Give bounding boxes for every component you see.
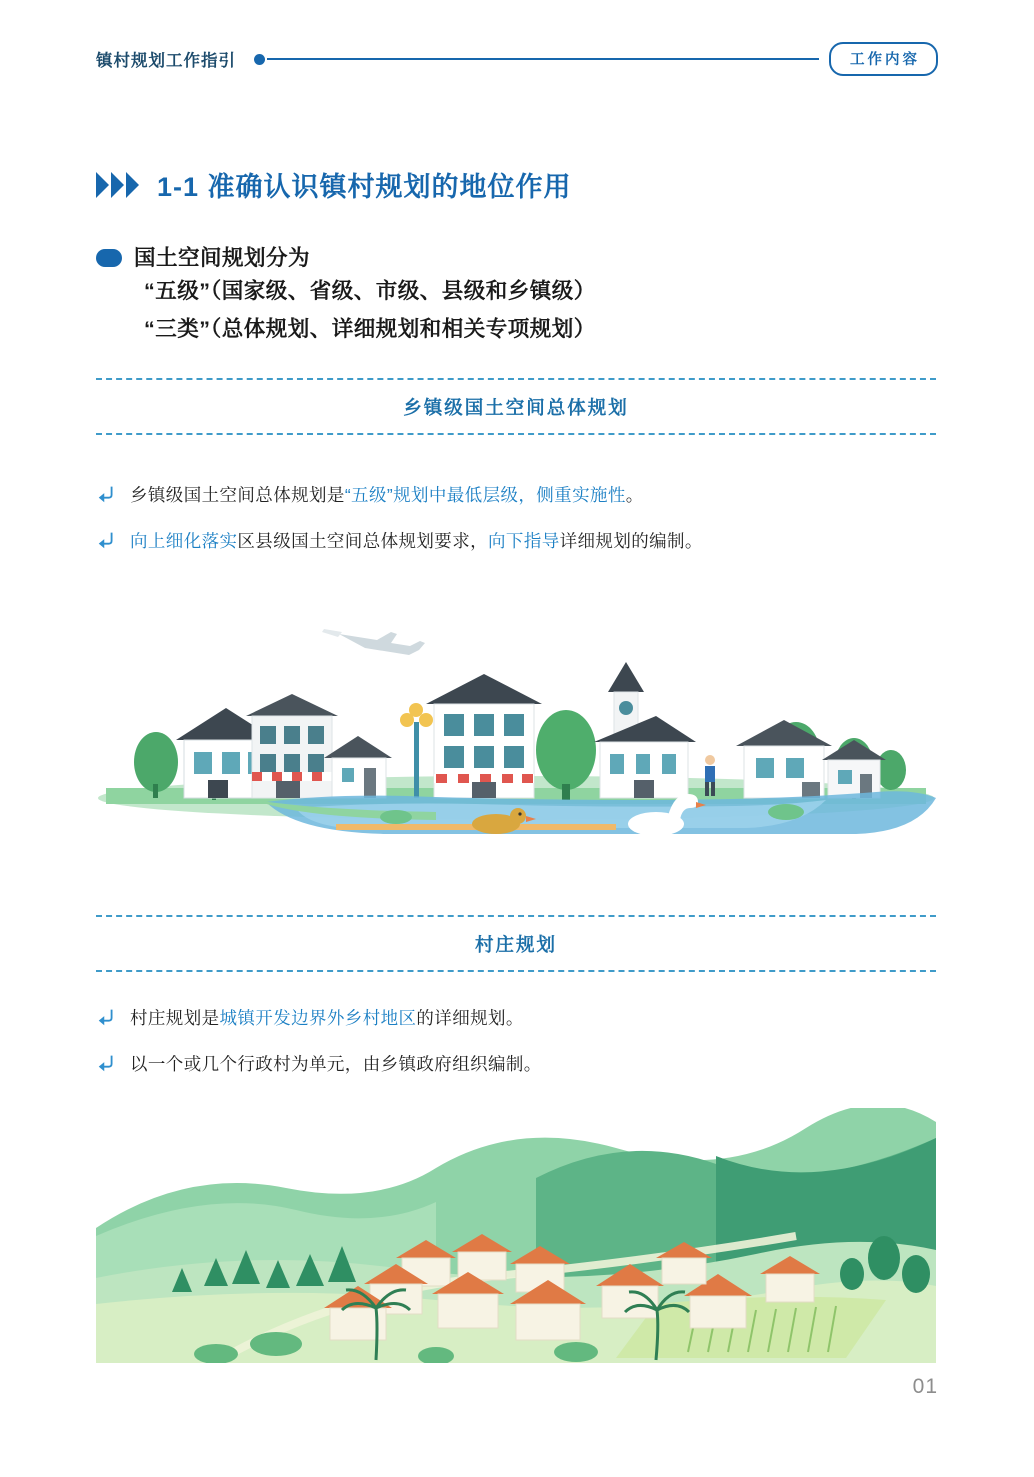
chevrons-icon [96, 172, 141, 198]
text-run: 以一个或几个行政村为单元，由乡镇政府组织编制。 [130, 1054, 542, 1075]
return-arrow-icon [96, 483, 120, 507]
oval-bullet-icon [96, 249, 122, 267]
text-run: 详细规划的编制。 [559, 531, 703, 552]
intro-block [96, 244, 936, 348]
page-header [96, 44, 938, 74]
block2-subheader [96, 915, 936, 972]
village-illustration [96, 1108, 936, 1363]
list-item [96, 528, 956, 554]
header-title: 镇村规划工作指引 [96, 52, 236, 70]
building-two [246, 694, 338, 798]
dashed-divider-bottom [96, 433, 936, 435]
intro-title: 国土空间规划分为 [134, 246, 311, 270]
section-heading [96, 165, 572, 204]
block1-bullet-list [96, 482, 956, 575]
list-item [96, 482, 956, 508]
text-run: 向上细化落实 [130, 531, 238, 552]
block1-subheader [96, 378, 936, 435]
house-far-right [822, 740, 886, 798]
return-arrow-icon [96, 1006, 120, 1030]
block2-title: 村庄规划 [474, 934, 557, 955]
return-arrow-icon [96, 529, 120, 553]
dashed-divider-bottom-2 [96, 970, 936, 972]
church [594, 662, 696, 798]
house-right [736, 720, 832, 798]
text-run: 村庄规划是 [130, 1008, 220, 1028]
list-item [96, 1005, 956, 1031]
town-illustration [96, 612, 936, 862]
text-run: 。 [625, 485, 644, 505]
block2-bullet-list [96, 1005, 956, 1098]
building-center [426, 674, 542, 798]
text-run: 向下指导 [488, 531, 560, 552]
text-run: 城镇开发边界外乡村地区 [219, 1008, 417, 1028]
text-run: 的详细规划。 [416, 1008, 524, 1028]
list-item-text [130, 1051, 542, 1077]
list-item-text [130, 1005, 524, 1031]
list-item-text [130, 528, 703, 554]
return-arrow-icon [96, 1052, 120, 1076]
header-dot-icon [254, 54, 265, 65]
intro-line-1: “五级”（国家级、省级、市级、县级和乡镇级） [144, 279, 596, 304]
house-small [324, 736, 392, 798]
text-run: “五级”规划中最低层级，侧重实施性 [344, 485, 626, 505]
list-item-text [130, 482, 644, 508]
text-run: 乡镇级国土空间总体规划是 [130, 485, 345, 505]
header-divider-line [267, 58, 819, 60]
text-run: 区县级国土空间总体规划要求， [237, 531, 489, 552]
header-badge: 工作内容 [829, 42, 938, 76]
airplane-icon [322, 629, 425, 655]
page-title: 1-1 准确认识镇村规划的地位作用 [157, 172, 572, 202]
block1-title: 乡镇级国土空间总体规划 [403, 397, 629, 418]
list-item [96, 1051, 956, 1077]
intro-line-2: “三类”（总体规划、详细规划和相关专项规划） [144, 316, 596, 341]
page-number: 01 [912, 1375, 938, 1398]
